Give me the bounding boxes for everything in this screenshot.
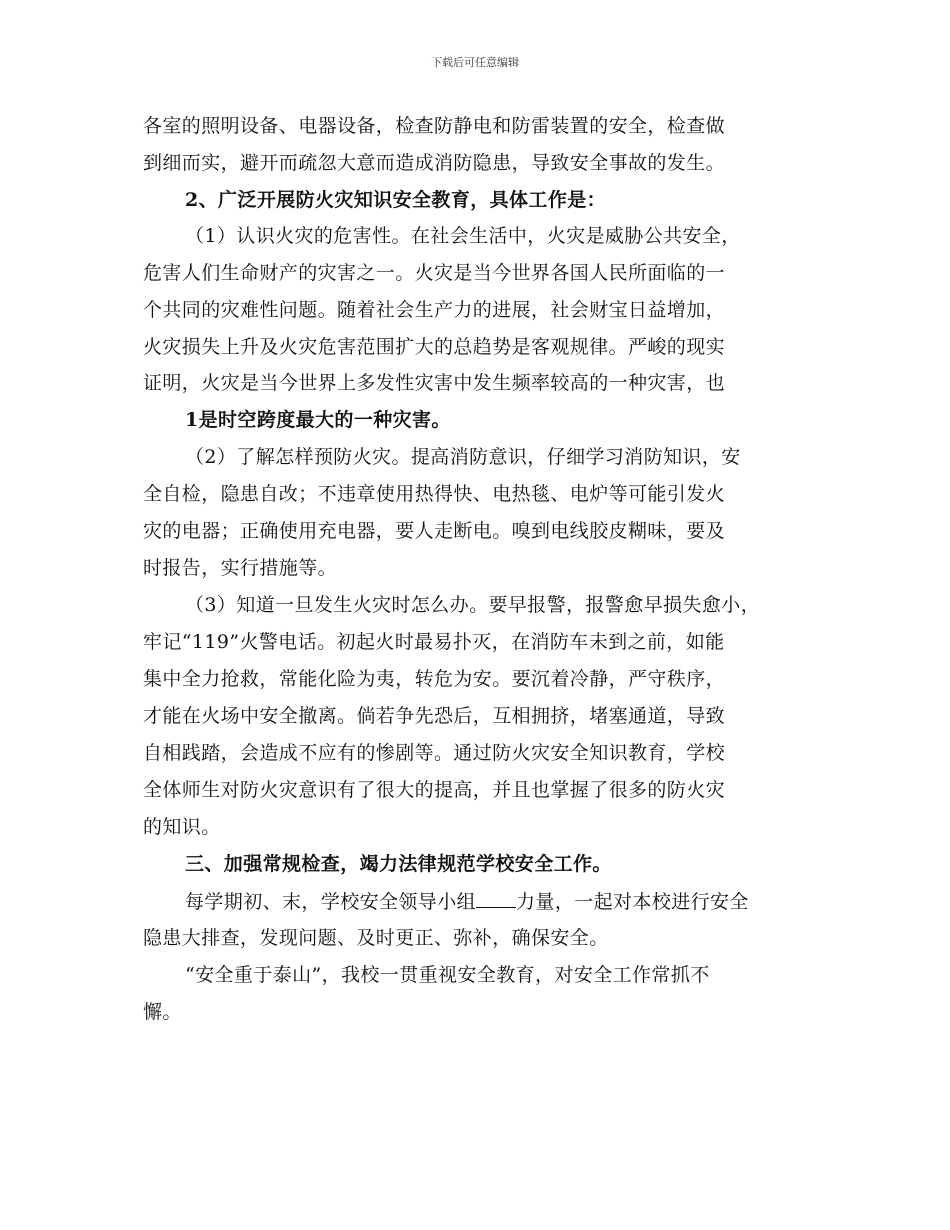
section-heading: 2、广泛开展防火灾知识安全教育，具体工作是： <box>185 189 607 211</box>
body-text-line: 各室的照明设备、电器设备，检查防静电和防雷装置的安全，检查做 <box>143 115 726 137</box>
section-heading: 三、加强常规检查，竭力法律规范学校安全工作。 <box>185 853 612 875</box>
body-text-line: （3）知道一旦发生火灾时怎么办。要早报警，报警愈早损失愈小， <box>185 594 761 616</box>
body-text-line: 自相践踏，会造成不应有的惨剧等。通过防火灾安全知识教育，学校 <box>143 742 726 764</box>
body-text-line <box>185 889 749 914</box>
text-before-blank: 每学期初、末，学校安全领导小组 <box>185 891 477 913</box>
body-text-line: 到细而实，避开而疏忽大意而造成消防隐患，导致安全事故的发生。 <box>143 152 726 174</box>
body-text-line: 懈。 <box>143 1001 182 1023</box>
text-after-blank: 力量，一起对本校进行安全 <box>516 891 749 913</box>
body-text-line: （1）认识火灾的危害性。在社会生活中，火灾是威胁公共安全， <box>185 225 741 247</box>
body-text-line: 灾的电器；正确使用充电器，要人走断电。嗅到电线胶皮糊味，要及 <box>143 520 726 542</box>
body-text-line: 才能在火场中安全撤离。倘若争先恐后，互相拥挤，堵塞通道，导致 <box>143 705 726 727</box>
body-text-line: 全自检，隐患自改；不违章使用热得快、电热毯、电炉等可能引发火 <box>143 483 726 505</box>
body-text-line: 时报告，实行措施等。 <box>143 557 338 579</box>
body-text-line: 证明，火灾是当今世界上多发性灾害中发生频率较高的一种灾害，也 <box>143 372 726 394</box>
body-text-line: 的知识。 <box>143 816 221 838</box>
fill-in-blank <box>476 889 516 908</box>
body-text-line: 1是时空跨度最大的一种灾害。 <box>185 409 451 431</box>
body-text-line: 集中全力抢救，常能化险为夷，转危为安。要沉着冷静，严守秩序， <box>143 668 726 690</box>
body-text-line: （2）了解怎样预防火灾。提高消防意识，仔细学习消防知识，安 <box>185 446 741 468</box>
body-text-line: 个共同的灾难性问题。随着社会生产力的进展，社会财宝日益增加， <box>143 299 726 321</box>
body-text-line: 危害人们生命财产的灾害之一。火灾是当今世界各国人民所面临的一 <box>143 262 726 284</box>
body-text-line: 牢记“119”火警电话。初起火时最易扑灭，在消防车未到之前，如能 <box>143 631 725 653</box>
body-text-line: “安全重于泰山”，我校一贯重视安全教育，对安全工作常抓不 <box>185 964 710 986</box>
body-text-line: 火灾损失上升及火灾危害范围扩大的总趋势是客观规律。严峻的现实 <box>143 336 726 358</box>
body-text-line: 全体师生对防火灾意识有了很大的提高，并且也掌握了很多的防火灾 <box>143 779 726 801</box>
body-text-line: 隐患大排查，发现问题、及时更正、弥补，确保安全。 <box>143 927 609 949</box>
page-header: 下载后可任意编辑 <box>431 56 519 69</box>
